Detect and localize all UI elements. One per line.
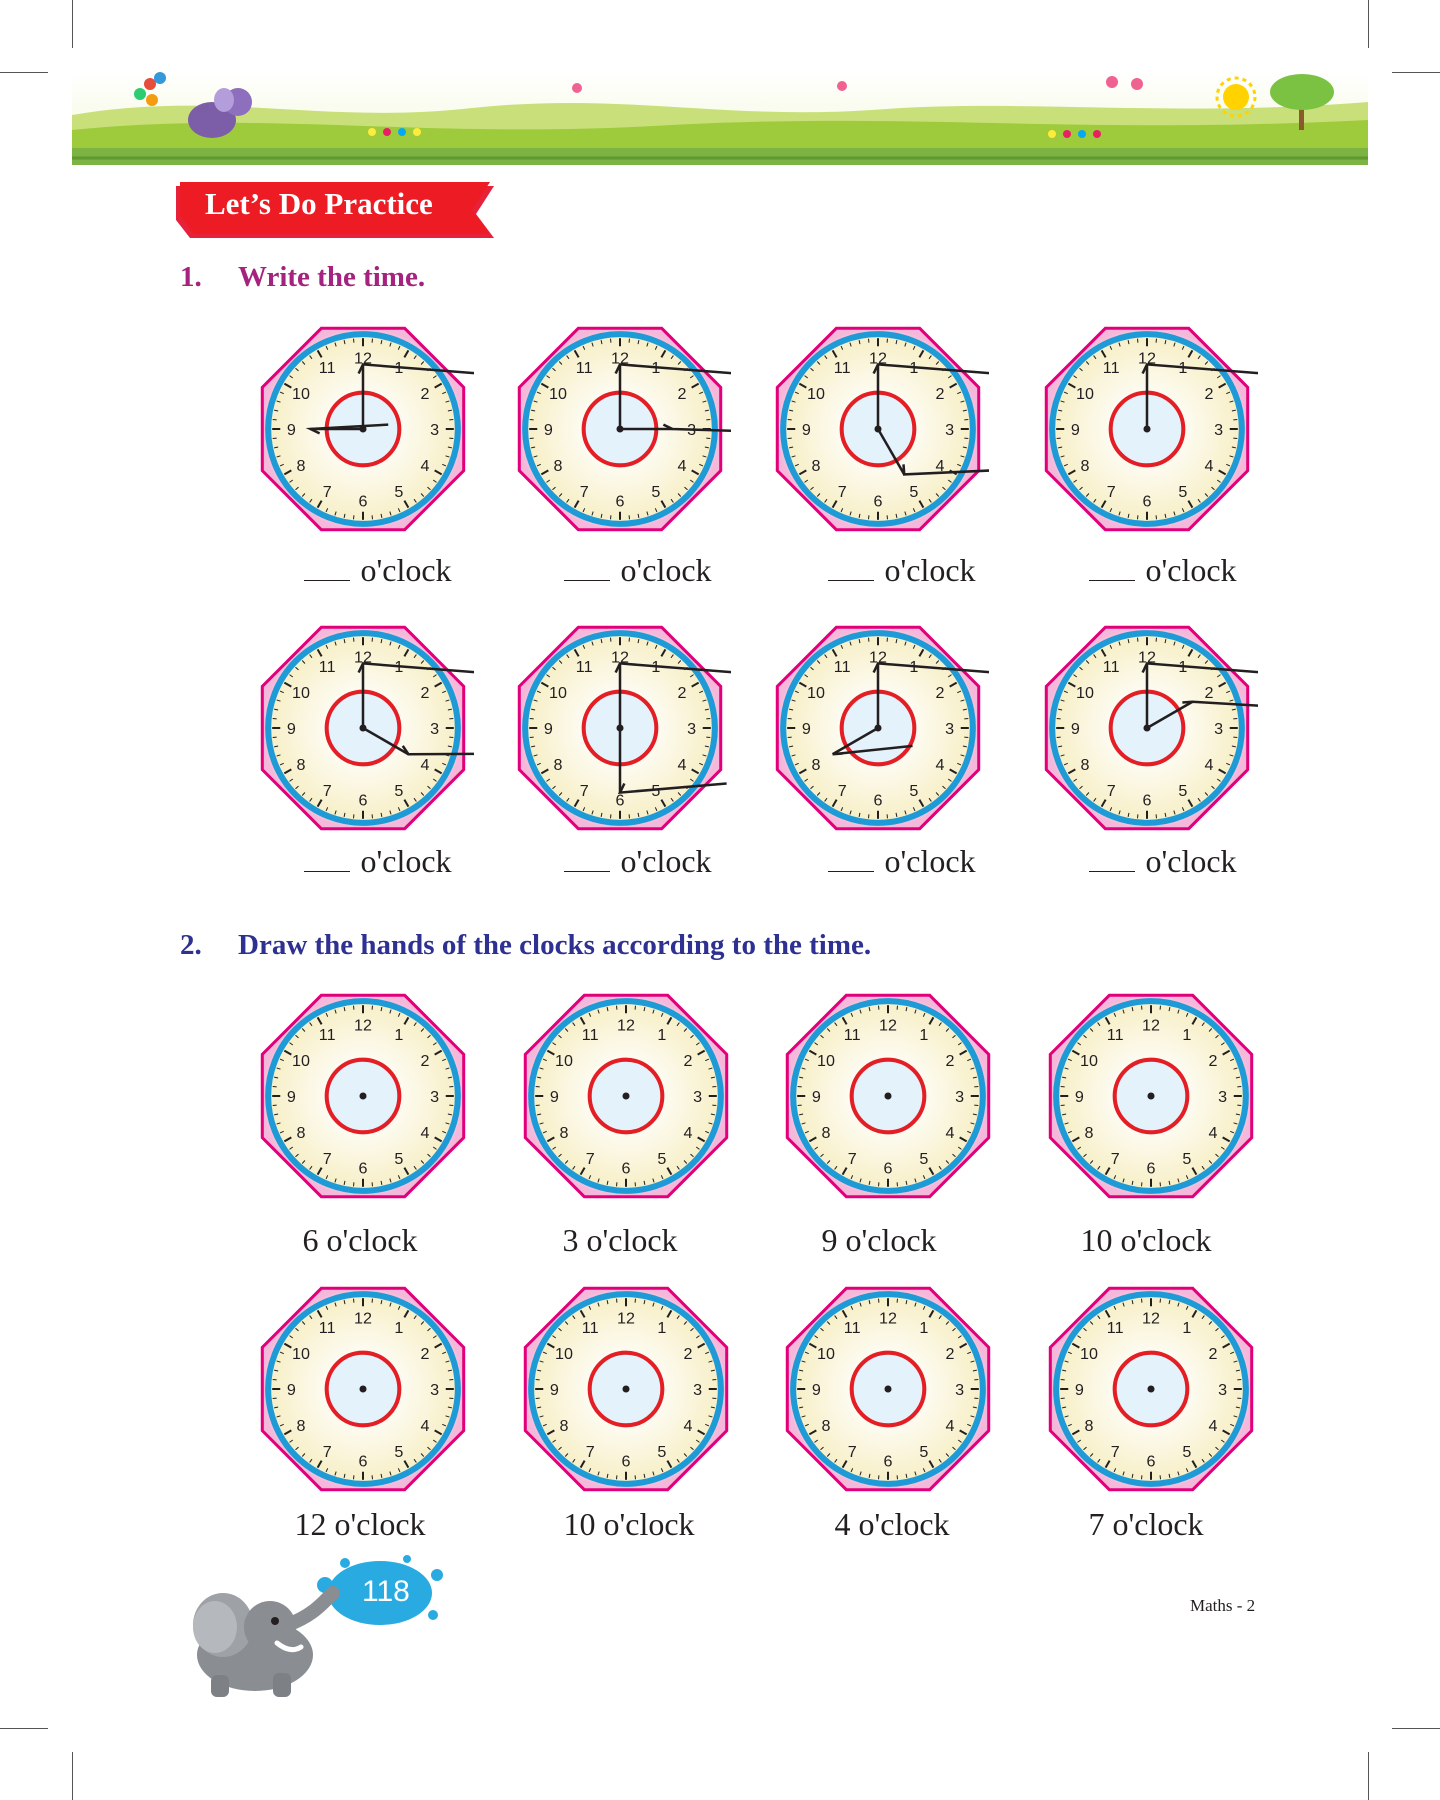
clock-number: 11 xyxy=(318,1319,336,1338)
crop-mark xyxy=(1392,1728,1440,1729)
answer-blank[interactable] xyxy=(1089,556,1135,581)
crop-mark xyxy=(0,1728,48,1729)
clock-number: 11 xyxy=(843,1026,861,1045)
clock-number: 9 xyxy=(1070,720,1080,739)
clock-face-q2-3[interactable] xyxy=(777,985,999,1207)
clock-number: 1 xyxy=(919,1026,929,1045)
clock-number: 3 xyxy=(687,720,697,739)
clock-number: 2 xyxy=(677,684,687,703)
clock-number: 11 xyxy=(1106,1026,1124,1045)
clock-number: 8 xyxy=(296,456,306,475)
clock-face-q1-2 xyxy=(509,318,731,540)
clock-number: 9 xyxy=(811,1381,821,1400)
clock-number: 12 xyxy=(617,1309,635,1328)
book-label: Maths - 2 xyxy=(1190,1596,1256,1615)
clock-number: 7 xyxy=(1106,483,1116,502)
header-landscape-illustration xyxy=(72,70,1368,165)
clock-number: 2 xyxy=(935,385,945,404)
clock-number: 3 xyxy=(693,1088,703,1107)
clock-number: 8 xyxy=(296,1416,306,1435)
clock-number: 4 xyxy=(683,1416,693,1435)
clock-number: 4 xyxy=(683,1123,693,1142)
clock-number: 12 xyxy=(1142,1309,1160,1328)
clock-number: 5 xyxy=(909,483,919,502)
page-number: 118 xyxy=(362,1575,410,1608)
clock-number: 12 xyxy=(354,1309,372,1328)
clock-number: 12 xyxy=(354,1016,372,1035)
clock-number: 11 xyxy=(1102,359,1120,378)
clock-number: 1 xyxy=(1178,658,1188,677)
clock-number: 4 xyxy=(1208,1416,1218,1435)
answer-blank[interactable] xyxy=(828,556,874,581)
crop-mark xyxy=(0,72,48,73)
clock-number: 8 xyxy=(296,1123,306,1142)
answer-blank-caption[interactable] xyxy=(787,552,1017,589)
clock-face-q2-7[interactable] xyxy=(777,1278,999,1500)
clock-number: 5 xyxy=(394,1443,404,1462)
clock-caption: 6 o'clock xyxy=(302,1222,418,1258)
clock-number: 12 xyxy=(354,648,372,667)
question-1-text: Write the time. xyxy=(238,261,426,293)
clock-number: 4 xyxy=(420,456,430,475)
clock-number: 1 xyxy=(394,1026,404,1045)
clock-face-q1-5 xyxy=(252,617,474,839)
clock-number: 12 xyxy=(869,349,887,368)
clock-number: 3 xyxy=(430,720,440,739)
clock-number: 7 xyxy=(1110,1443,1120,1462)
clock-number: 7 xyxy=(585,1443,595,1462)
clock-caption: 7 o'clock xyxy=(1088,1506,1204,1542)
caption-text: o'clock xyxy=(360,843,452,879)
clock-center-dot xyxy=(1147,1385,1154,1392)
clock-face-q2-2[interactable] xyxy=(515,985,737,1207)
clock-number: 6 xyxy=(883,1159,893,1178)
clock-number: 10 xyxy=(1079,1345,1098,1364)
clock-number: 10 xyxy=(554,1052,573,1071)
clock-caption: 3 o'clock xyxy=(562,1222,678,1258)
answer-blank[interactable] xyxy=(564,847,610,872)
clock-number: 7 xyxy=(579,483,589,502)
clock-number: 4 xyxy=(945,1123,955,1142)
clock-face-q2-8[interactable] xyxy=(1040,1278,1262,1500)
clock-center-dot xyxy=(884,1385,891,1392)
clock-number: 11 xyxy=(575,359,593,378)
clock-number: 5 xyxy=(394,782,404,801)
clock-center-dot xyxy=(359,1092,366,1099)
clock-center-dot xyxy=(359,1385,366,1392)
clock-number: 4 xyxy=(1204,456,1214,475)
clock-number: 8 xyxy=(811,456,821,475)
clock-number: 6 xyxy=(883,1452,893,1471)
clock-number: 9 xyxy=(543,421,553,440)
caption-text: o'clock xyxy=(884,843,976,879)
clock-number: 9 xyxy=(1070,421,1080,440)
clock-number: 4 xyxy=(420,755,430,774)
clock-face-q1-4 xyxy=(1036,318,1258,540)
clock-caption: 10 o'clock xyxy=(563,1506,695,1542)
clock-number: 10 xyxy=(816,1345,835,1364)
clock-number: 7 xyxy=(322,483,332,502)
clock-number: 6 xyxy=(358,1452,368,1471)
clock-number: 5 xyxy=(651,483,661,502)
clock-number: 10 xyxy=(548,684,567,703)
clock-number: 6 xyxy=(621,1452,631,1471)
clock-face-q2-5[interactable] xyxy=(252,1278,474,1500)
clock-number: 12 xyxy=(354,349,372,368)
clock-number: 2 xyxy=(677,385,687,404)
clock-number: 11 xyxy=(1102,658,1120,677)
clock-number: 2 xyxy=(420,684,430,703)
clock-number: 1 xyxy=(919,1319,929,1338)
clock-number: 6 xyxy=(1146,1452,1156,1471)
clock-number: 10 xyxy=(548,385,567,404)
answer-blank[interactable] xyxy=(564,556,610,581)
clock-face-q2-4[interactable] xyxy=(1040,985,1262,1207)
clock-center-dot xyxy=(1147,1092,1154,1099)
clock-caption: 4 o'clock xyxy=(834,1506,950,1542)
clock-number: 3 xyxy=(945,421,955,440)
clock-number: 2 xyxy=(420,1052,430,1071)
crop-mark xyxy=(1392,72,1440,73)
clock-number: 9 xyxy=(801,720,811,739)
clock-face-q2-6[interactable] xyxy=(515,1278,737,1500)
clock-number: 9 xyxy=(286,1088,296,1107)
clock-number: 1 xyxy=(657,1319,667,1338)
clock-number: 8 xyxy=(553,755,563,774)
clock-number: 12 xyxy=(1142,1016,1160,1035)
clock-number: 4 xyxy=(935,456,945,475)
clock-face-q2-1[interactable] xyxy=(252,985,474,1207)
clock-number: 5 xyxy=(651,782,661,801)
clock-number: 5 xyxy=(919,1150,929,1169)
clock-number: 1 xyxy=(1182,1319,1192,1338)
clock-number: 6 xyxy=(873,492,883,511)
clock-number: 2 xyxy=(1204,385,1214,404)
clock-number: 4 xyxy=(420,1123,430,1142)
clock-number: 8 xyxy=(559,1123,569,1142)
clock-number: 12 xyxy=(611,648,629,667)
clock-number: 7 xyxy=(322,1443,332,1462)
caption-text: o'clock xyxy=(620,843,712,879)
clock-number: 1 xyxy=(909,359,919,378)
clock-number: 11 xyxy=(843,1319,861,1338)
answer-blank-caption[interactable] xyxy=(523,843,753,880)
clock-number: 11 xyxy=(318,359,336,378)
clock-number: 9 xyxy=(286,720,296,739)
clock-number: 5 xyxy=(919,1443,929,1462)
clock-number: 12 xyxy=(1138,648,1156,667)
clock-number: 4 xyxy=(1204,755,1214,774)
clock-number: 4 xyxy=(935,755,945,774)
clock-number: 3 xyxy=(430,421,440,440)
clock-number: 9 xyxy=(801,421,811,440)
clock-number: 2 xyxy=(945,1052,955,1071)
clock-number: 3 xyxy=(955,1381,965,1400)
clock-number: 2 xyxy=(1204,684,1214,703)
question-2-text: Draw the hands of the clocks according to the time. xyxy=(238,929,872,961)
section-title: Let’s Do Practice xyxy=(205,186,433,221)
clock-face-q1-1 xyxy=(252,318,474,540)
clock-number: 7 xyxy=(322,782,332,801)
clock-number: 5 xyxy=(657,1443,667,1462)
clock-number: 2 xyxy=(1208,1345,1218,1364)
clock-number: 2 xyxy=(683,1052,693,1071)
clock-number: 10 xyxy=(1075,684,1094,703)
clock-number: 1 xyxy=(394,658,404,677)
clock-number: 2 xyxy=(420,1345,430,1364)
answer-blank-caption[interactable] xyxy=(1048,843,1278,880)
clock-number: 10 xyxy=(291,1052,310,1071)
clock-number: 10 xyxy=(806,385,825,404)
clock-number: 5 xyxy=(909,782,919,801)
clock-number: 5 xyxy=(394,1150,404,1169)
clock-number: 7 xyxy=(847,1150,857,1169)
clock-number: 2 xyxy=(1208,1052,1218,1071)
clock-number: 10 xyxy=(291,385,310,404)
clock-number: 2 xyxy=(683,1345,693,1364)
clock-number: 3 xyxy=(1214,720,1224,739)
clock-number: 11 xyxy=(318,1026,336,1045)
elephant-mascot-illustration xyxy=(175,1555,455,1705)
clock-number: 10 xyxy=(554,1345,573,1364)
crop-mark xyxy=(1368,1752,1369,1800)
answer-blank-caption[interactable] xyxy=(263,552,493,589)
clock-number: 7 xyxy=(1110,1150,1120,1169)
clock-number: 7 xyxy=(1106,782,1116,801)
clock-number: 7 xyxy=(847,1443,857,1462)
answer-blank[interactable] xyxy=(304,556,350,581)
clock-number: 1 xyxy=(1178,359,1188,378)
clock-caption: 9 o'clock xyxy=(821,1222,937,1258)
clock-number: 11 xyxy=(318,658,336,677)
clock-number: 11 xyxy=(1106,1319,1124,1338)
clock-number: 9 xyxy=(549,1088,559,1107)
clock-number: 8 xyxy=(296,755,306,774)
clock-number: 4 xyxy=(420,1416,430,1435)
crop-mark xyxy=(72,0,73,48)
clock-number: 10 xyxy=(1079,1052,1098,1071)
crop-mark xyxy=(72,1752,73,1800)
clock-number: 5 xyxy=(1182,1150,1192,1169)
clock-number: 11 xyxy=(575,658,593,677)
clock-number: 8 xyxy=(811,755,821,774)
crop-mark xyxy=(1368,0,1369,48)
clock-center-dot xyxy=(884,1092,891,1099)
clock-number: 4 xyxy=(677,755,687,774)
clock-number: 6 xyxy=(615,492,625,511)
clock-number: 7 xyxy=(579,782,589,801)
clock-number: 12 xyxy=(869,648,887,667)
caption-text: o'clock xyxy=(1145,843,1237,879)
clock-number: 1 xyxy=(909,658,919,677)
clock-number: 1 xyxy=(651,658,661,677)
question-1-number: 1. xyxy=(180,261,202,293)
clock-number: 2 xyxy=(420,385,430,404)
clock-number: 2 xyxy=(945,1345,955,1364)
clock-face-q1-3 xyxy=(767,318,989,540)
clock-number: 1 xyxy=(651,359,661,378)
clock-number: 3 xyxy=(430,1381,440,1400)
clock-number: 6 xyxy=(358,1159,368,1178)
clock-number: 12 xyxy=(879,1309,897,1328)
clock-number: 5 xyxy=(394,483,404,502)
clock-number: 7 xyxy=(837,782,847,801)
clock-number: 1 xyxy=(1182,1026,1192,1045)
clock-number: 7 xyxy=(322,1150,332,1169)
question-2-number: 2. xyxy=(180,929,202,961)
clock-number: 10 xyxy=(291,684,310,703)
clock-number: 5 xyxy=(1182,1443,1192,1462)
clock-number: 10 xyxy=(1075,385,1094,404)
answer-blank-caption[interactable] xyxy=(1048,552,1278,589)
elephant-icon xyxy=(193,1593,333,1697)
clock-number: 11 xyxy=(581,1319,599,1338)
clock-number: 6 xyxy=(1142,791,1152,810)
clock-number: 1 xyxy=(394,359,404,378)
clock-number: 9 xyxy=(543,720,553,739)
clock-number: 12 xyxy=(611,349,629,368)
clock-caption: 10 o'clock xyxy=(1080,1222,1212,1258)
clock-number: 12 xyxy=(617,1016,635,1035)
answer-blank-caption[interactable] xyxy=(523,552,753,589)
clock-number: 5 xyxy=(1178,483,1188,502)
clock-number: 6 xyxy=(621,1159,631,1178)
caption-text: o'clock xyxy=(1145,552,1237,588)
clock-number: 6 xyxy=(358,492,368,511)
clock-face-q1-6 xyxy=(509,617,731,839)
clock-number: 9 xyxy=(286,421,296,440)
clock-center-dot xyxy=(622,1385,629,1392)
clock-number: 1 xyxy=(657,1026,667,1045)
clock-number: 8 xyxy=(1084,1123,1094,1142)
clock-number: 9 xyxy=(286,1381,296,1400)
clock-number: 8 xyxy=(1080,456,1090,475)
clock-number: 4 xyxy=(1208,1123,1218,1142)
clock-number: 12 xyxy=(1138,349,1156,368)
clock-number: 3 xyxy=(687,421,697,440)
clock-number: 9 xyxy=(1074,1088,1084,1107)
clock-number: 9 xyxy=(811,1088,821,1107)
clock-number: 8 xyxy=(553,456,563,475)
clock-number: 4 xyxy=(945,1416,955,1435)
clock-number: 5 xyxy=(657,1150,667,1169)
clock-number: 7 xyxy=(837,483,847,502)
clock-number: 3 xyxy=(430,1088,440,1107)
clock-face-q1-7 xyxy=(767,617,989,839)
answer-blank-caption[interactable] xyxy=(263,843,493,880)
clock-number: 3 xyxy=(1218,1381,1228,1400)
clock-caption: 12 o'clock xyxy=(294,1506,426,1542)
clock-number: 4 xyxy=(677,456,687,475)
clock-number: 3 xyxy=(693,1381,703,1400)
clock-face-q1-8 xyxy=(1036,617,1258,839)
clock-number: 3 xyxy=(945,720,955,739)
clock-number: 3 xyxy=(1214,421,1224,440)
answer-blank-caption[interactable] xyxy=(787,843,1017,880)
clock-number: 6 xyxy=(358,791,368,810)
clock-number: 6 xyxy=(615,791,625,810)
clock-number: 6 xyxy=(1146,1159,1156,1178)
answer-blank[interactable] xyxy=(828,847,874,872)
clock-number: 11 xyxy=(581,1026,599,1045)
caption-text: o'clock xyxy=(884,552,976,588)
caption-text: o'clock xyxy=(620,552,712,588)
clock-number: 7 xyxy=(585,1150,595,1169)
clock-number: 8 xyxy=(821,1416,831,1435)
clock-number: 9 xyxy=(549,1381,559,1400)
clock-number: 8 xyxy=(1080,755,1090,774)
answer-blank[interactable] xyxy=(1089,847,1135,872)
clock-number: 5 xyxy=(1178,782,1188,801)
clock-number: 2 xyxy=(935,684,945,703)
clock-number: 8 xyxy=(821,1123,831,1142)
caption-text: o'clock xyxy=(360,552,452,588)
clock-number: 1 xyxy=(394,1319,404,1338)
clock-number: 10 xyxy=(806,684,825,703)
clock-number: 11 xyxy=(833,359,851,378)
answer-blank[interactable] xyxy=(304,847,350,872)
clock-number: 10 xyxy=(291,1345,310,1364)
clock-number: 3 xyxy=(1218,1088,1228,1107)
clock-number: 12 xyxy=(879,1016,897,1035)
clock-number: 6 xyxy=(873,791,883,810)
clock-number: 3 xyxy=(955,1088,965,1107)
clock-number: 9 xyxy=(1074,1381,1084,1400)
clock-number: 10 xyxy=(816,1052,835,1071)
clock-number: 8 xyxy=(559,1416,569,1435)
clock-number: 11 xyxy=(833,658,851,677)
clock-number: 6 xyxy=(1142,492,1152,511)
clock-center-dot xyxy=(622,1092,629,1099)
clock-number: 8 xyxy=(1084,1416,1094,1435)
